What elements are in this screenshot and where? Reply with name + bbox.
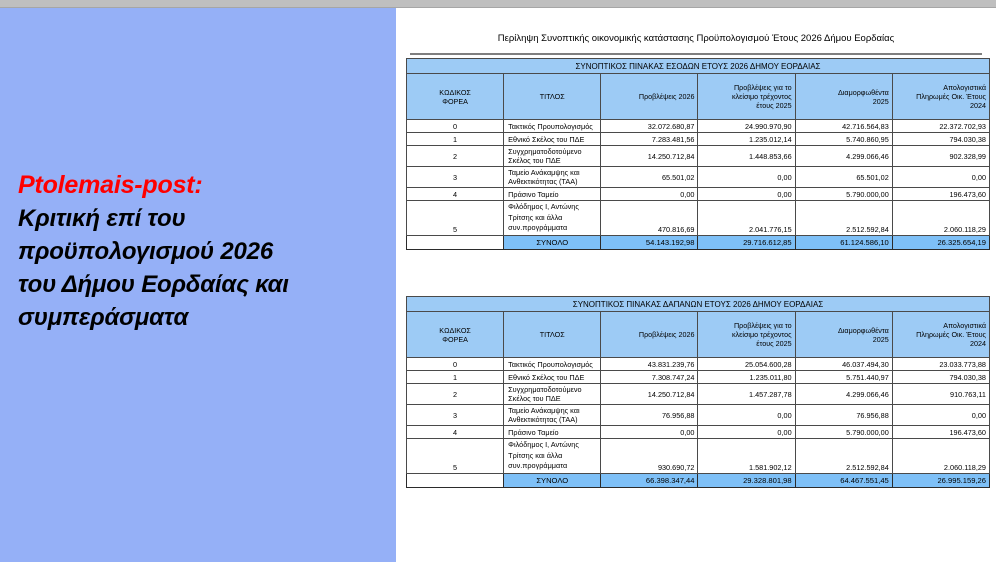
cell-close-2025: 1.581.902,12	[698, 439, 795, 474]
table-row	[407, 371, 990, 384]
total-forecast-2026: 66.398.347,44	[601, 473, 698, 487]
promo-brand-name: Ptolemais-post:	[18, 171, 203, 199]
cell-code: 2	[407, 146, 504, 167]
cell-forecast-2026: 14.250.712,84	[601, 384, 698, 405]
cell-formed-2025: 2.512.592,84	[795, 439, 892, 474]
cell-forecast-2026: 0,00	[601, 188, 698, 201]
cell-forecast-2026: 14.250.712,84	[601, 146, 698, 167]
top-gray-strip	[0, 0, 996, 8]
header-close-2025-line-2: κλείσιμο τρέχοντος	[731, 330, 792, 339]
header-code-line-2: ΦΟΡΕΑ	[442, 334, 468, 344]
cell-formed-2025: 76.956,88	[795, 405, 892, 426]
promo-headline-line-2: προϋπολογισμού 2026	[18, 238, 273, 265]
table-total-row	[407, 473, 990, 487]
cell-formed-2025: 4.299.066,46	[795, 146, 892, 167]
header-close-2025-line-2: κλείσιμο τρέχοντος	[731, 92, 792, 101]
cell-actual-2024: 2.060.118,29	[892, 201, 989, 236]
cell-actual-2024: 22.372.702,93	[892, 120, 989, 133]
cell-close-2025: 0,00	[698, 167, 795, 188]
cell-forecast-2026: 32.072.680,87	[601, 120, 698, 133]
revenues-table-caption: ΣΥΝΟΠΤΙΚΟΣ ΠΙΝΑΚΑΣ ΕΣΟΔΩΝ ΕΤΟΥΣ 2026 ΔΗΜΟΥ ΕΟΡΔΑΙΑΣ	[407, 59, 990, 74]
total-close-2025: 29.716.612,85	[698, 235, 795, 249]
cell-title: Τακτικός Προυπολογισμός	[504, 120, 601, 133]
cell-title: Συγχρηματοδοτούμενο Σκέλος του ΠΔΕ	[504, 384, 601, 405]
cell-close-2025: 25.054.600,28	[698, 358, 795, 371]
cell-title-line-2: συν.προγράμματα	[508, 223, 568, 232]
header-code-line-1: ΚΩΔΙΚΟΣ	[439, 325, 471, 335]
cell-actual-2024: 902.328,99	[892, 146, 989, 167]
cell-formed-2025: 5.790.000,00	[795, 426, 892, 439]
cell-title: Συγχρηματοδοτούμενο Σκέλος του ΠΔΕ	[504, 146, 601, 167]
table-total-row	[407, 235, 990, 249]
document-area	[396, 8, 996, 562]
header-forecast-2026: Προβλέψεις 2026	[601, 312, 698, 358]
table-row	[407, 120, 990, 133]
cell-forecast-2026: 470.816,69	[601, 201, 698, 236]
cell-title: Ταμείο Ανάκαμψης και Ανθεκτικότητας (ΤΑΑ)	[504, 405, 601, 426]
cell-actual-2024: 794.030,38	[892, 371, 989, 384]
table-row	[407, 405, 990, 426]
table-caption-row	[407, 297, 990, 312]
cell-actual-2024: 0,00	[892, 167, 989, 188]
cell-forecast-2026: 43.831.239,76	[601, 358, 698, 371]
table-header-row	[407, 312, 990, 358]
cell-title: Εθνικό Σκέλος του ΠΔΕ	[504, 133, 601, 146]
cell-forecast-2026: 65.501,02	[601, 167, 698, 188]
cell-formed-2025: 5.751.440,97	[795, 371, 892, 384]
cell-title: Τακτικός Προυπολογισμός	[504, 358, 601, 371]
cell-close-2025: 2.041.776,15	[698, 201, 795, 236]
cell-close-2025: 24.990.970,90	[698, 120, 795, 133]
cell-code: 1	[407, 133, 504, 146]
header-formed-2025-line-2: 2025	[872, 334, 889, 344]
header-close-2025-line-3: έτους 2025	[756, 339, 792, 348]
cell-title	[504, 201, 601, 236]
cell-close-2025: 1.235.011,80	[698, 371, 795, 384]
total-formed-2025: 61.124.586,10	[795, 235, 892, 249]
cell-forecast-2026: 0,00	[601, 426, 698, 439]
cell-close-2025: 1.448.853,66	[698, 146, 795, 167]
cell-title	[504, 439, 601, 474]
cell-actual-2024: 0,00	[892, 405, 989, 426]
header-close-2025-line-1: Προβλέψεις για το	[733, 321, 792, 330]
cell-title-line-1: Φιλόδημος Ι, Αντώνης Τρίτσης και άλλα	[508, 440, 579, 460]
header-actual-2024-line-1: Απολογιστικά	[943, 321, 986, 330]
header-forecast-2026: Προβλέψεις 2026	[601, 74, 698, 120]
header-code-line-1: ΚΩΔΙΚΟΣ	[439, 87, 471, 97]
header-close-2025-line-1: Προβλέψεις για το	[733, 83, 792, 92]
cell-code: 3	[407, 405, 504, 426]
cell-code: 0	[407, 120, 504, 133]
promo-headline-line-3: του Δήμου Εορδαίας και	[18, 271, 289, 298]
total-actual-2024: 26.995.159,26	[892, 473, 989, 487]
cell-title-line-1: Φιλόδημος Ι, Αντώνης Τρίτσης και άλλα	[508, 202, 579, 222]
cell-code: 0	[407, 358, 504, 371]
header-code-line-2: ΦΟΡΕΑ	[442, 96, 468, 106]
promo-headline-line-4: συμπεράσματα	[18, 304, 189, 331]
table-header-row	[407, 74, 990, 120]
header-close-2025	[698, 312, 795, 358]
cell-actual-2024: 23.033.773,88	[892, 358, 989, 371]
total-label: ΣΥΝΟΛΟ	[504, 473, 601, 487]
header-close-2025-line-3: έτους 2025	[756, 101, 792, 110]
cell-formed-2025: 65.501,02	[795, 167, 892, 188]
header-formed-2025	[795, 74, 892, 120]
table-row	[407, 133, 990, 146]
total-code	[407, 235, 504, 249]
cell-formed-2025: 2.512.592,84	[795, 201, 892, 236]
cell-code: 4	[407, 188, 504, 201]
header-actual-2024	[892, 74, 989, 120]
header-actual-2024-line-3: 2024	[970, 101, 986, 110]
header-title: ΤΙΤΛΟΣ	[504, 74, 601, 120]
total-formed-2025: 64.467.551,45	[795, 473, 892, 487]
cell-code: 5	[407, 439, 504, 474]
cell-formed-2025: 46.037.494,30	[795, 358, 892, 371]
title-divider	[410, 53, 982, 55]
cell-code: 1	[407, 371, 504, 384]
header-actual-2024-line-1: Απολογιστικά	[943, 83, 986, 92]
table-row	[407, 188, 990, 201]
cell-title: Εθνικό Σκέλος του ΠΔΕ	[504, 371, 601, 384]
cell-formed-2025: 5.790.000,00	[795, 188, 892, 201]
cell-formed-2025: 42.716.564,83	[795, 120, 892, 133]
table-row	[407, 201, 990, 236]
promo-text-block	[18, 168, 386, 334]
cell-close-2025: 0,00	[698, 405, 795, 426]
cell-actual-2024: 910.763,11	[892, 384, 989, 405]
cell-formed-2025: 5.740.860,95	[795, 133, 892, 146]
cell-code: 2	[407, 384, 504, 405]
cell-title: Ταμείο Ανάκαμψης και Ανθεκτικότητας (ΤΑΑ)	[504, 167, 601, 188]
header-actual-2024	[892, 312, 989, 358]
cell-actual-2024: 2.060.118,29	[892, 439, 989, 474]
cell-close-2025: 0,00	[698, 426, 795, 439]
document-title: Περίληψη Συνοπτικής οικονομικής κατάστασης Προϋπολογισμού Έτους 2026 Δήμου Εορδαίας	[497, 33, 895, 44]
header-formed-2025	[795, 312, 892, 358]
expenses-table-caption: ΣΥΝΟΠΤΙΚΟΣ ΠΙΝΑΚΑΣ ΔΑΠΑΝΩΝ ΕΤΟΥΣ 2026 ΔΗΜΟΥ ΕΟΡΔΑΙΑΣ	[407, 297, 990, 312]
total-actual-2024: 26.325.654,19	[892, 235, 989, 249]
header-title: ΤΙΤΛΟΣ	[504, 312, 601, 358]
header-formed-2025-line-1: Διαμορφωθέντα	[838, 325, 889, 335]
promo-headline-line-1: Κριτική επί του	[18, 205, 186, 232]
promo-panel	[0, 8, 396, 562]
cell-title-line-2: συν.προγράμματα	[508, 461, 568, 470]
cell-actual-2024: 196.473,60	[892, 426, 989, 439]
total-label: ΣΥΝΟΛΟ	[504, 235, 601, 249]
header-code	[407, 74, 504, 120]
cell-code: 5	[407, 201, 504, 236]
cell-forecast-2026: 930.690,72	[601, 439, 698, 474]
total-close-2025: 29.328.801,98	[698, 473, 795, 487]
cell-actual-2024: 794.030,38	[892, 133, 989, 146]
header-close-2025	[698, 74, 795, 120]
cell-formed-2025: 4.299.066,46	[795, 384, 892, 405]
header-actual-2024-line-2: Πληρωμές Οικ. Έτους	[916, 330, 986, 339]
header-formed-2025-line-2: 2025	[872, 96, 889, 106]
table-row	[407, 167, 990, 188]
total-forecast-2026: 54.143.192,98	[601, 235, 698, 249]
cell-code: 3	[407, 167, 504, 188]
table-caption-row	[407, 59, 990, 74]
cell-close-2025: 1.457.287,78	[698, 384, 795, 405]
cell-forecast-2026: 76.956,88	[601, 405, 698, 426]
cell-forecast-2026: 7.308.747,24	[601, 371, 698, 384]
table-row	[407, 439, 990, 474]
total-code	[407, 473, 504, 487]
table-row	[407, 384, 990, 405]
cell-close-2025: 1.235.012,14	[698, 133, 795, 146]
header-formed-2025-line-1: Διαμορφωθέντα	[838, 87, 889, 97]
cell-close-2025: 0,00	[698, 188, 795, 201]
header-actual-2024-line-3: 2024	[970, 339, 986, 348]
cell-code: 4	[407, 426, 504, 439]
table-row	[407, 426, 990, 439]
revenues-table	[406, 58, 990, 250]
cell-actual-2024: 196.473,60	[892, 188, 989, 201]
header-code	[407, 312, 504, 358]
cell-title: Πράσινο Ταμείο	[504, 426, 601, 439]
header-actual-2024-line-2: Πληρωμές Οικ. Έτους	[916, 92, 986, 101]
table-row	[407, 358, 990, 371]
cell-title: Πράσινο Ταμείο	[504, 188, 601, 201]
expenses-table	[406, 296, 990, 488]
table-row	[407, 146, 990, 167]
cell-forecast-2026: 7.283.481,56	[601, 133, 698, 146]
